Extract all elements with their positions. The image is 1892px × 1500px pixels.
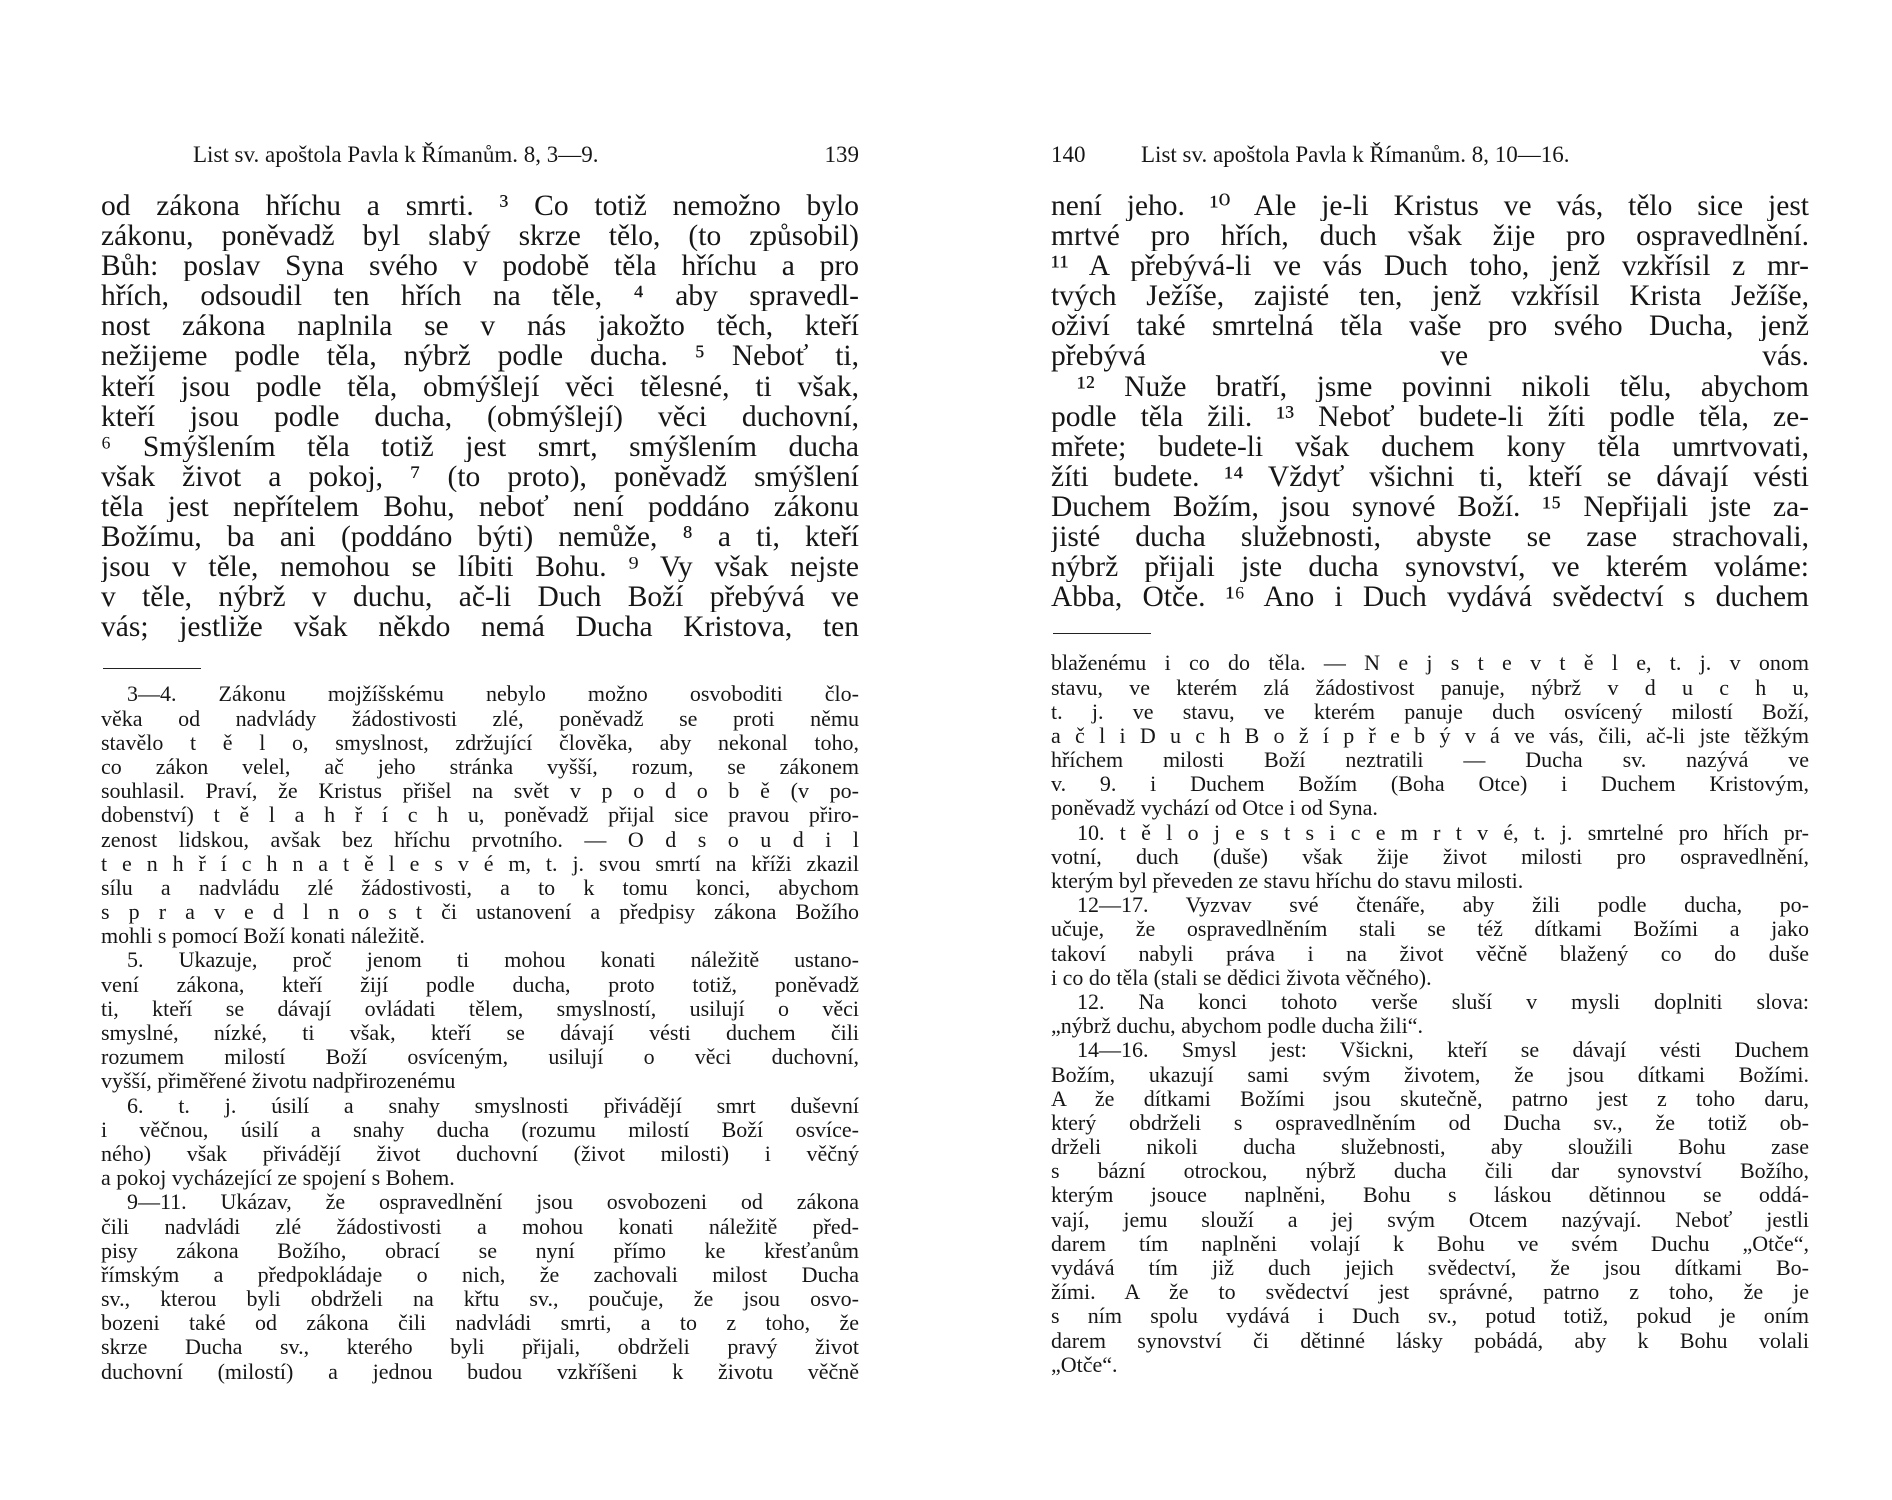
note-line: ti, kteří se dávají ovládati tělem, smyslností, usilují o věci xyxy=(101,996,859,1021)
text-line: ⁶ Smýšlením těla totiž jest smrt, smýšlením ducha xyxy=(101,431,859,462)
note-line: čili nadvládi zlé žádostivosti a mohou konati náležitě před- xyxy=(101,1214,859,1239)
note-line: s ním spolu vydává i Duch sv., potud totiž, pokud je oním xyxy=(1051,1304,1809,1329)
note-line: 9—11. Ukázav, že ospravedlnění jsou osvobozeni od zákona xyxy=(127,1190,859,1215)
footnote-divider xyxy=(103,668,201,669)
text-line: těla jest nepřítelem Bohu, neboť není poddáno zákonu xyxy=(101,491,859,523)
text-line: nost zákona naplnila se v nás jakožto těch, kteří xyxy=(101,311,859,342)
note-line: takoví nabyli práva i na život věčně blažený co do duše xyxy=(1051,941,1809,966)
note-line: hříchem milosti Boží neztratili — Ducha sv. nazývá ve xyxy=(1051,748,1809,773)
note-line: smyslné, nízké, ti však, kteří se dávají vésti duchem čili xyxy=(101,1021,859,1046)
note-line: 10. t ě l o j e s t s i c e m r t v é, t. j. smrtelné pro hřích pr- xyxy=(1077,820,1809,845)
scripture-text xyxy=(101,191,859,642)
note-line: kterým byl převeden ze stavu hříchu do stavu milosti. xyxy=(1051,869,1524,893)
page-header xyxy=(101,142,859,182)
note-line: který obdrželi s ospravedlněním od Ducha sv., že totiž ob- xyxy=(1051,1110,1809,1135)
note-line: dobenství) t ě l a h ř í c h u, poněvadž přijal sice pravou přiro- xyxy=(101,803,859,828)
note-line: vydává tím již duch jejich svědectví, že jsou dítkami Bo- xyxy=(1051,1256,1809,1280)
note-line: „Otče“. xyxy=(1051,1352,1118,1377)
note-line: A že dítkami Božími jsou skutečně, patrno jest z toho daru, xyxy=(1051,1086,1809,1111)
text-line: mrtvé pro hřích, duch však žije pro ospravedlnění. xyxy=(1051,221,1809,252)
note-line: 12. Na konci tohoto verše sluší v mysli doplniti slova: xyxy=(1077,989,1809,1014)
text-line: zákonu, poněvadž byl slabý skrze tělo, (to způsobil) xyxy=(101,221,859,252)
note-line: vyšší, přiměřené životu nadpřirozenému xyxy=(101,1069,456,1094)
note-line: poněvadž vychází od Otce i od Syna. xyxy=(1051,796,1378,821)
text-line: mřete; budete-li však duchem kony těla umrtvovati, xyxy=(1051,431,1809,462)
text-line: kteří jsou podle ducha, (obmýšlejí) věci duchovní, xyxy=(101,401,859,432)
note-line: mohli s pomocí Boží konati náležitě. xyxy=(101,924,425,949)
text-line: Abba, Otče. ¹⁶ Ano i Duch vydává svědectví s duchem xyxy=(1051,582,1809,613)
text-line: od zákona hříchu a smrti. ³ Co totiž nemožno bylo xyxy=(101,191,859,222)
text-line: však život a pokoj, ⁷ (to proto), poněvadž smýšlení xyxy=(101,461,859,492)
text-line: podle těla žili. ¹³ Neboť budete-li žíti podle těla, ze- xyxy=(1051,401,1809,432)
note-line: učuje, že ospravedlněním stali se též dítkami Božími a jako xyxy=(1051,917,1809,942)
text-line: Bůh: poslav Syna svého v podobě těla hříchu a pro xyxy=(101,251,859,282)
note-line: i věčnou, úsilí a snahy ducha (rozumu milostí Boží osvíce- xyxy=(101,1117,859,1142)
text-line: Božímu, ba ani (poddáno býti) nemůže, ⁸ a ti, kteří xyxy=(101,522,859,553)
note-line: blaženému i co do těla. — N e j s t e v t ě l e, t. j. v onom xyxy=(1051,651,1809,676)
text-line: tvých Ježíše, zajisté ten, jenž vzkřísil Krista Ježíše, xyxy=(1051,281,1809,312)
commentary-notes xyxy=(101,682,859,1383)
text-line: oživí také smrtelná těla vaše pro svého Ducha, jenž xyxy=(1051,311,1809,342)
text-line: jisté ducha služebnosti, abyste se zase strachovali, xyxy=(1051,522,1809,553)
text-line: přebývá ve vás. xyxy=(1051,341,1809,372)
running-title: List sv. apoštola Pavla k Římanům. 8, 3—9. xyxy=(193,142,599,167)
note-line: votní, duch (duše) však žije život milosti pro ospravedlnění, xyxy=(1051,844,1809,869)
note-line: ného) však přivádějí život duchovní (život milosti) i věčný xyxy=(101,1141,859,1166)
note-line: 6. t. j. úsilí a snahy smyslnosti přivádějí smrt duševní xyxy=(127,1093,859,1118)
note-line: t e n h ř í c h n a t ě l e s v é m, t. j. svou smrtí na kříži zkazil xyxy=(101,851,859,876)
note-line: 12—17. Vyzvav své čtenáře, aby žili podle ducha, po- xyxy=(1077,893,1809,918)
note-line: bozeni také od zákona čili nadvládi smrti, a to z toho, že xyxy=(101,1311,859,1336)
note-line: t. j. ve stavu, ve kterém panuje duch osvícený milostí Boží, xyxy=(1051,699,1809,724)
text-line: nežijeme podle těla, nýbrž podle ducha. ⁵ Neboť ti, xyxy=(101,341,859,372)
running-title: List sv. apoštola Pavla k Římanům. 8, 10—16. xyxy=(1141,142,1570,167)
text-line: žíti budete. ¹⁴ Vždyť všichni ti, kteří se dávají vésti xyxy=(1051,461,1809,492)
note-line: a č l i D u c h B o ž í p ř e b ý v á ve vás, čili, ač-li jste těžkým xyxy=(1051,723,1809,748)
commentary-notes xyxy=(1051,651,1809,1377)
note-line: kterým jsouce naplněni, Bohu s láskou dětinnou se oddá- xyxy=(1051,1183,1809,1208)
note-line: darem tím naplněni volají k Bohu ve svém Duchu „Otče“, xyxy=(1051,1231,1809,1256)
note-line: pisy zákona Božího, obrací se nyní přímo ke křesťanům xyxy=(101,1238,859,1263)
note-line: v. 9. i Duchem Božím (Boha Otce) i Duchem Kristovým, xyxy=(1051,772,1809,797)
note-line: zenost lidskou, avšak bez hříchu prvotního. — O d s o u d i l xyxy=(101,827,859,852)
note-line: stavělo t ě l o, smyslnost, zdržující člověka, aby nekonal toho, xyxy=(101,730,859,755)
note-line: s p r a v e d l n o s t či ustanovení a předpisy zákona Božího xyxy=(101,900,859,925)
note-line: římským a předpokládaje o nich, že zachovali milost Ducha xyxy=(101,1262,859,1287)
note-line: rozumem milostí Boží osvíceným, usilují o věci duchovní, xyxy=(101,1045,859,1070)
note-line: věka od nadvlády žádostivosti zlé, poněvadž se proti němu xyxy=(101,706,859,731)
right-page xyxy=(1051,142,1809,1377)
text-line: není jeho. ¹⁰ Ale je-li Kristus ve vás, tělo sice jest xyxy=(1051,191,1809,222)
note-line: 14—16. Smysl jest: Všickni, kteří se dávají vésti Duchem xyxy=(1077,1038,1809,1063)
note-line: darem synovství či dětinné lásky pobádá, aby k Bohu volali xyxy=(1051,1328,1809,1353)
text-line: Duchem Božím, jsou synové Boží. ¹⁵ Nepřijali jste za- xyxy=(1051,491,1809,523)
note-line: souhlasil. Praví, že Kristus přišel na svět v p o d o b ě (v po- xyxy=(101,779,859,804)
note-line: vení zákona, kteří žijí podle ducha, proto totiž, poněvadž xyxy=(101,972,859,997)
note-line: skrze Ducha sv., kterého byli přijali, obdrželi pravý život xyxy=(101,1335,859,1360)
note-line: duchovní (milostí) a jednou budou vzkříšeni k životu věčně xyxy=(101,1359,859,1384)
note-line: Božím, ukazují sami svým životem, že jsou dítkami Božími. xyxy=(1051,1062,1809,1087)
note-line: 3—4. Zákonu mojžíšskému nebylo možno osvoboditi člo- xyxy=(127,682,859,707)
text-line: hřích, odsoudil ten hřích na těle, ⁴ aby spravedl- xyxy=(101,281,859,312)
note-line: 5. Ukazuje, proč jenom ti mohou konati náležitě ustano- xyxy=(127,948,859,973)
text-line: jsou v těle, nemohou se líbiti Bohu. ⁹ Vy však nejste xyxy=(101,552,859,583)
note-line: a pokoj vycházející ze spojení s Bohem. xyxy=(101,1166,455,1191)
note-line: sv., kterou byli obdrželi na křtu sv., poučuje, že jsou osvo- xyxy=(101,1287,859,1312)
note-line: vají, jemu slouží a jej svým Otcem nazývají. Neboť jestli xyxy=(1051,1207,1809,1232)
text-line: v těle, nýbrž v duchu, ač-li Duch Boží přebývá ve xyxy=(101,582,859,613)
text-line: kteří jsou podle těla, obmýšlejí věci tělesné, ti však, xyxy=(101,371,859,402)
page-number: 139 xyxy=(824,142,859,167)
page-number: 140 xyxy=(1051,142,1086,167)
footnote-divider xyxy=(1053,633,1151,634)
text-line: nýbrž přijali jste ducha synovství, ve kterém voláme: xyxy=(1051,552,1809,583)
note-line: i co do těla (stali se dědici života věčného). xyxy=(1051,965,1432,990)
page-header xyxy=(1051,142,1809,182)
left-page xyxy=(101,142,859,1384)
scripture-text xyxy=(1051,191,1809,612)
note-line: žími. A že to svědectví jest správné, patrno z toho, že je xyxy=(1051,1280,1809,1305)
text-line: ¹² Nuže bratří, jsme povinni nikoli tělu, abychom xyxy=(1077,371,1809,402)
text-line: ¹¹ A přebývá-li ve vás Duch toho, jenž vzkřísil z mr- xyxy=(1051,251,1809,282)
note-line: „nýbrž duchu, abychom podle ducha žili“. xyxy=(1051,1014,1424,1039)
note-line: sílu a nadvládu zlé žádostivosti, a to k tomu konci, abychom xyxy=(101,875,859,900)
note-line: s bázní otrockou, nýbrž ducha čili dar synovství Božího, xyxy=(1051,1159,1809,1184)
note-line: co zákon velel, ač jeho stránka vyšší, rozum, se zákonem xyxy=(101,754,859,779)
note-line: stavu, ve kterém zlá žádostivost panuje, nýbrž v d u c h u, xyxy=(1051,675,1809,700)
text-line: vás; jestliže však někdo nemá Ducha Kristova, ten xyxy=(101,612,859,643)
note-line: drželi nikoli ducha služebnosti, aby sloužili Bohu zase xyxy=(1051,1135,1809,1160)
